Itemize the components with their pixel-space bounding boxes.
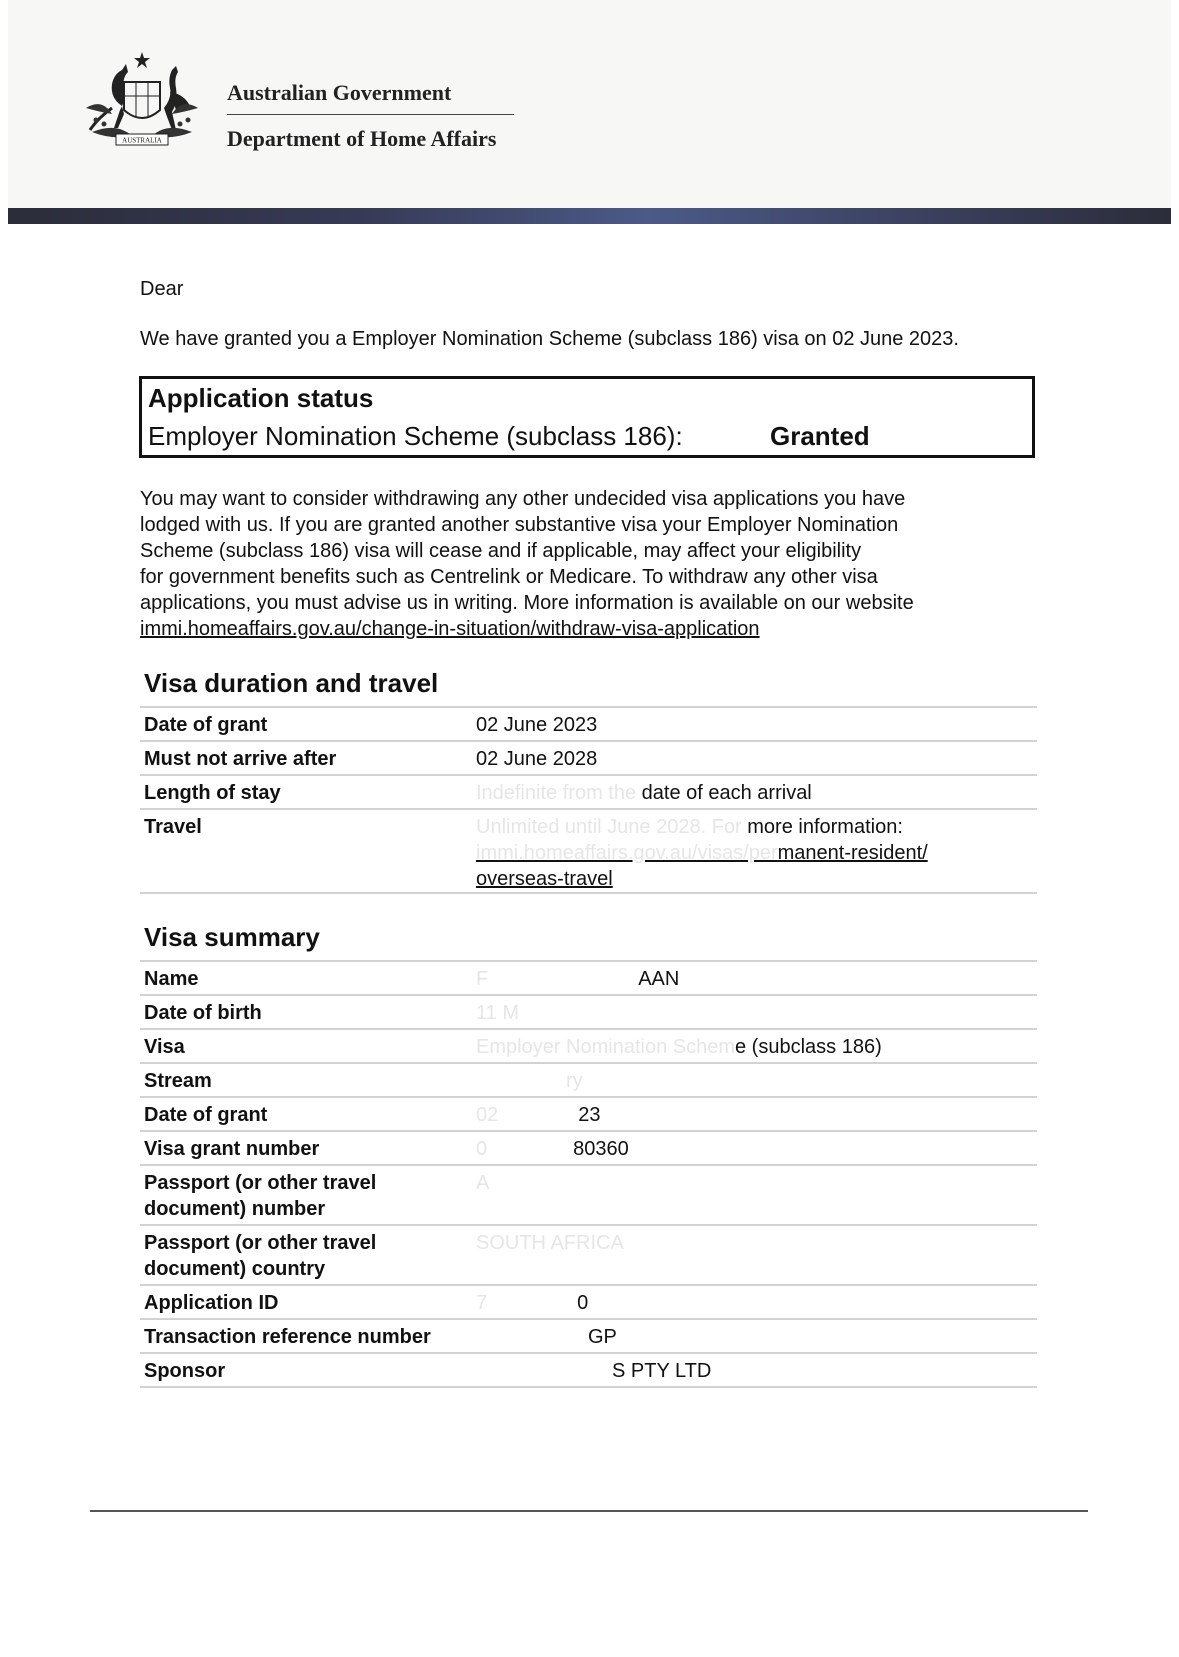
paragraph-line: Scheme (subclass 186) visa will cease and if applicable, may affect your eligibility xyxy=(140,540,862,562)
row-value: 02 June 2023 xyxy=(476,714,598,736)
paragraph-line: applications, you must advise us in writing. More information is available on our website xyxy=(140,592,914,614)
row-value: Indefinite from the date of each arrival xyxy=(476,782,812,804)
table-row xyxy=(140,740,1037,774)
table-row xyxy=(140,774,1037,808)
row-label: Passport (or other travel document) number xyxy=(144,1172,377,1220)
row-label: Sponsor xyxy=(144,1360,226,1382)
row-label: Length of stay xyxy=(144,782,281,804)
duration-section-title: Visa duration and travel xyxy=(144,668,439,698)
row-value: 0 80360 xyxy=(476,1138,629,1160)
row-value: Unlimited until June 2028. For more information: immi.homeaffairs.gov.au/visas/permanent-resident/ overseas-travel xyxy=(476,814,1036,892)
row-label: Passport (or other travel document) country xyxy=(144,1232,377,1280)
table-row xyxy=(140,1096,1037,1130)
duration-table xyxy=(140,706,1037,894)
paragraph-line: for government benefits such as Centrelink or Medicare. To withdraw any other visa xyxy=(140,566,878,588)
department-name: Department of Home Affairs xyxy=(227,126,497,151)
letterhead xyxy=(8,0,1171,208)
row-value: F AAN xyxy=(476,968,680,990)
row-label: Date of grant xyxy=(144,1104,268,1126)
salutation-text: Dear xyxy=(140,278,184,300)
row-label: Transaction reference number xyxy=(144,1326,431,1348)
row-label: Visa xyxy=(144,1036,185,1058)
grant-sentence: We have granted you a Employer Nomination Scheme (subclass 186) visa on 02 June 2023. xyxy=(140,328,959,350)
footer-divider xyxy=(90,1510,1088,1512)
table-row xyxy=(140,994,1037,1028)
table-row xyxy=(140,1224,1037,1284)
table-row xyxy=(140,1028,1037,1062)
coat-of-arms-icon xyxy=(72,48,212,158)
table-row xyxy=(140,706,1037,740)
table-row xyxy=(140,960,1037,994)
row-label: Visa grant number xyxy=(144,1138,320,1160)
row-value: A xyxy=(476,1172,490,1194)
summary-table xyxy=(140,960,1037,1388)
table-row xyxy=(140,1130,1037,1164)
withdrawal-paragraph xyxy=(140,486,1040,642)
header-banner-bar xyxy=(8,208,1171,224)
crest-scroll-text: AUSTRALIA xyxy=(122,136,162,145)
overseas-travel-link[interactable]: immi.homeaffairs.gov.au/visas/permanent-resident/ xyxy=(476,842,928,864)
row-value: GP xyxy=(588,1326,617,1348)
table-row xyxy=(140,808,1037,894)
row-label: Name xyxy=(144,968,199,990)
application-status-box xyxy=(139,376,1035,458)
row-label: Stream xyxy=(144,1070,212,1092)
header-divider xyxy=(227,114,514,115)
summary-section-title: Visa summary xyxy=(144,922,320,952)
row-value: 02 June 2028 xyxy=(476,748,598,770)
status-title: Application status xyxy=(148,383,374,413)
row-label: Date of grant xyxy=(144,714,268,736)
table-row xyxy=(140,1062,1037,1096)
salutation xyxy=(140,278,183,301)
row-label: Travel xyxy=(144,816,202,838)
row-value: 11 M xyxy=(476,1002,519,1024)
row-label: Application ID xyxy=(144,1292,279,1314)
row-value: ry xyxy=(566,1070,583,1092)
government-name: Australian Government xyxy=(227,80,452,105)
table-row xyxy=(140,1284,1037,1318)
table-row xyxy=(140,1352,1037,1388)
status-value: Granted xyxy=(770,421,870,451)
overseas-travel-link-cont[interactable]: overseas-travel xyxy=(476,868,613,890)
row-label: Must not arrive after xyxy=(144,748,337,770)
row-value: 02 23 xyxy=(476,1104,601,1126)
withdraw-application-link[interactable]: immi.homeaffairs.gov.au/change-in-situation/withdraw-visa-application xyxy=(140,618,760,640)
paragraph-line: You may want to consider withdrawing any other undecided visa applications you have xyxy=(140,488,906,510)
status-visa-label: Employer Nomination Scheme (subclass 186): xyxy=(148,421,683,451)
table-row xyxy=(140,1318,1037,1352)
paragraph-line: lodged with us. If you are granted another substantive visa your Employer Nomination xyxy=(140,514,899,536)
row-value: 7 0 xyxy=(476,1292,589,1314)
row-value: S PTY LTD xyxy=(612,1360,712,1382)
row-value: SOUTH AFRICA xyxy=(476,1232,624,1254)
row-label: Date of birth xyxy=(144,1002,262,1024)
row-value: Employer Nomination Scheme (subclass 186) xyxy=(476,1036,882,1058)
table-row xyxy=(140,1164,1037,1224)
